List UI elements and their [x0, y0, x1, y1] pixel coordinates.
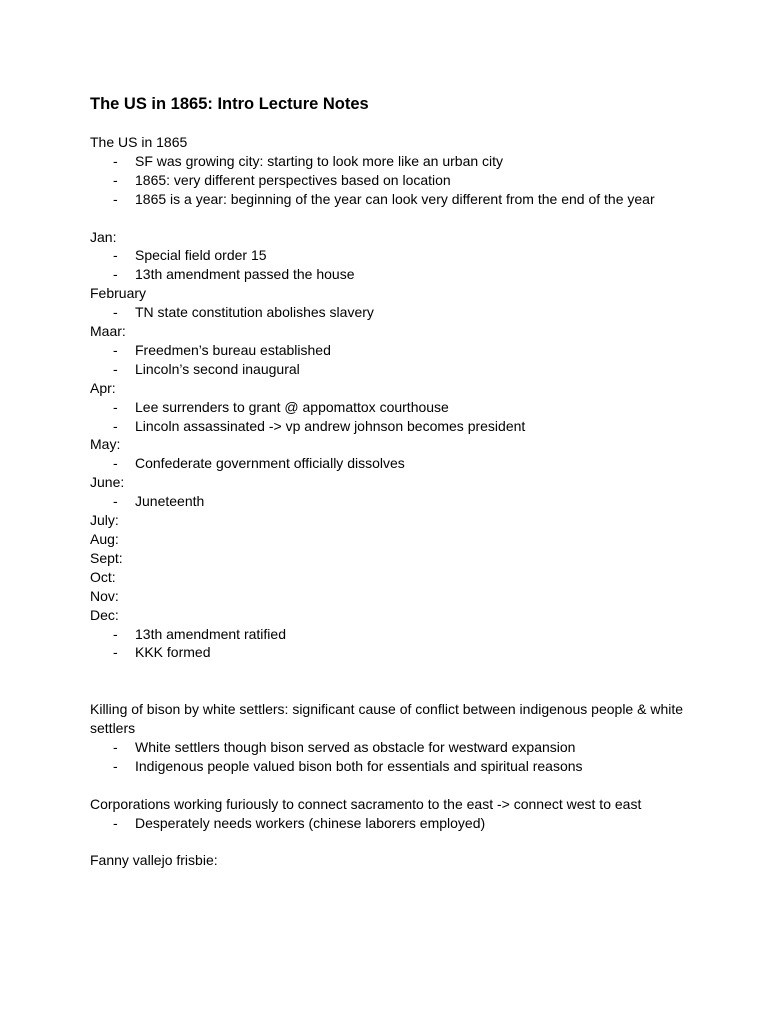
bullet-dash: - — [113, 398, 118, 415]
bullet-text: TN state constitution abolishes slavery — [135, 304, 374, 321]
bullet-dash: - — [113, 493, 118, 510]
bullet-item — [90, 814, 690, 833]
month-block — [90, 587, 690, 606]
bullet-dash: - — [113, 757, 118, 774]
bullet-item — [90, 643, 690, 662]
month-block — [90, 435, 690, 473]
bullet-text: KKK formed — [135, 644, 211, 661]
bullet-item — [90, 303, 690, 322]
bullet-item — [90, 152, 690, 171]
bullet-dash: - — [113, 171, 118, 188]
section-spacer — [90, 662, 690, 700]
month-label: May: — [90, 436, 121, 453]
bullet-item — [90, 190, 690, 209]
bullet-dash: - — [113, 738, 118, 755]
bullet-dash: - — [113, 417, 118, 434]
bullet-item — [90, 738, 690, 757]
document-title: The US in 1865: Intro Lecture Notes — [90, 95, 369, 113]
fanny-heading: Fanny vallejo frisbie: — [90, 852, 218, 869]
bullet-dash: - — [113, 625, 118, 642]
month-block — [90, 549, 690, 568]
bullet-item — [90, 492, 690, 511]
month-label: Maar: — [90, 323, 126, 340]
section-spacer — [90, 776, 690, 795]
bullet-dash: - — [113, 814, 118, 831]
bullet-item — [90, 246, 690, 265]
month-label: June: — [90, 474, 125, 491]
bullet-text: 1865: very different perspectives based on location — [135, 171, 451, 188]
bullet-text: Freedmen’s bureau established — [135, 341, 331, 358]
bullet-text: SF was growing city: starting to look more like an urban city — [135, 152, 504, 169]
bullet-dash: - — [113, 341, 118, 358]
railroad-bullet-list — [90, 814, 690, 833]
bullet-item — [90, 417, 690, 436]
month-block — [90, 379, 690, 436]
bullet-item — [90, 265, 690, 284]
bullet-text: Desperately needs workers (chinese laborers employed) — [135, 814, 486, 831]
month-label: Sept: — [90, 549, 123, 566]
bullet-item — [90, 757, 690, 776]
bullet-text: Juneteenth — [135, 493, 205, 510]
bullet-item — [90, 360, 690, 379]
railroad-section — [90, 795, 690, 833]
month-label: Dec: — [90, 606, 119, 623]
months-timeline — [90, 228, 690, 663]
bullet-dash: - — [113, 360, 118, 377]
bullet-dash: - — [113, 152, 118, 169]
bullet-item — [90, 454, 690, 473]
bullet-text: 1865 is a year: beginning of the year can look very different from the end of the year — [135, 190, 655, 207]
bullet-text: Lincoln’s second inaugural — [135, 360, 300, 377]
bullet-text: White settlers though bison served as obstacle for westward expansion — [135, 738, 576, 755]
bullet-dash: - — [113, 455, 118, 472]
month-block — [90, 568, 690, 587]
document-page — [90, 92, 690, 870]
intro-heading: The US in 1865 — [90, 134, 188, 150]
section-spacer — [90, 209, 690, 228]
bullet-dash: - — [113, 266, 118, 283]
month-label: Aug: — [90, 531, 119, 548]
bullet-text: Lincoln assassinated -> vp andrew johnson becomes president — [135, 417, 526, 434]
month-block — [90, 606, 690, 663]
month-label: February — [90, 285, 147, 302]
bullet-item — [90, 341, 690, 360]
month-block — [90, 530, 690, 549]
bullet-text: Lee surrenders to grant @ appomattox courthouse — [135, 398, 449, 415]
bison-bullet-list — [90, 738, 690, 776]
month-block — [90, 322, 690, 379]
month-label: Jan: — [90, 228, 117, 245]
bullet-text: Confederate government officially dissolves — [135, 455, 405, 472]
month-label: Nov: — [90, 587, 119, 604]
bullet-text: 13th amendment ratified — [135, 625, 286, 642]
month-block — [90, 228, 690, 285]
railroad-heading: Corporations working furiously to connect sacramento to the east -> connect west to east — [90, 795, 642, 812]
bullet-item — [90, 398, 690, 417]
section-spacer — [90, 832, 690, 851]
month-label: Apr: — [90, 379, 116, 396]
bison-section — [90, 700, 690, 776]
month-block — [90, 284, 690, 322]
bullet-dash: - — [113, 247, 118, 264]
bison-heading: Killing of bison by white settlers: significant cause of conflict between indigenous people & white settlers — [90, 701, 684, 737]
bullet-item — [90, 171, 690, 190]
bullet-dash: - — [113, 644, 118, 661]
bullet-dash: - — [113, 304, 118, 321]
bullet-text: Indigenous people valued bison both for essentials and spiritual reasons — [135, 757, 583, 774]
month-block — [90, 511, 690, 530]
bullet-dash: - — [113, 190, 118, 207]
month-label: Oct: — [90, 568, 116, 585]
bullet-text: 13th amendment passed the house — [135, 266, 355, 283]
intro-section — [90, 133, 690, 209]
fanny-section — [90, 851, 690, 870]
bullet-item — [90, 625, 690, 644]
bullet-text: Special field order 15 — [135, 247, 267, 264]
month-label: July: — [90, 512, 119, 529]
intro-bullet-list — [90, 152, 690, 209]
month-block — [90, 473, 690, 511]
